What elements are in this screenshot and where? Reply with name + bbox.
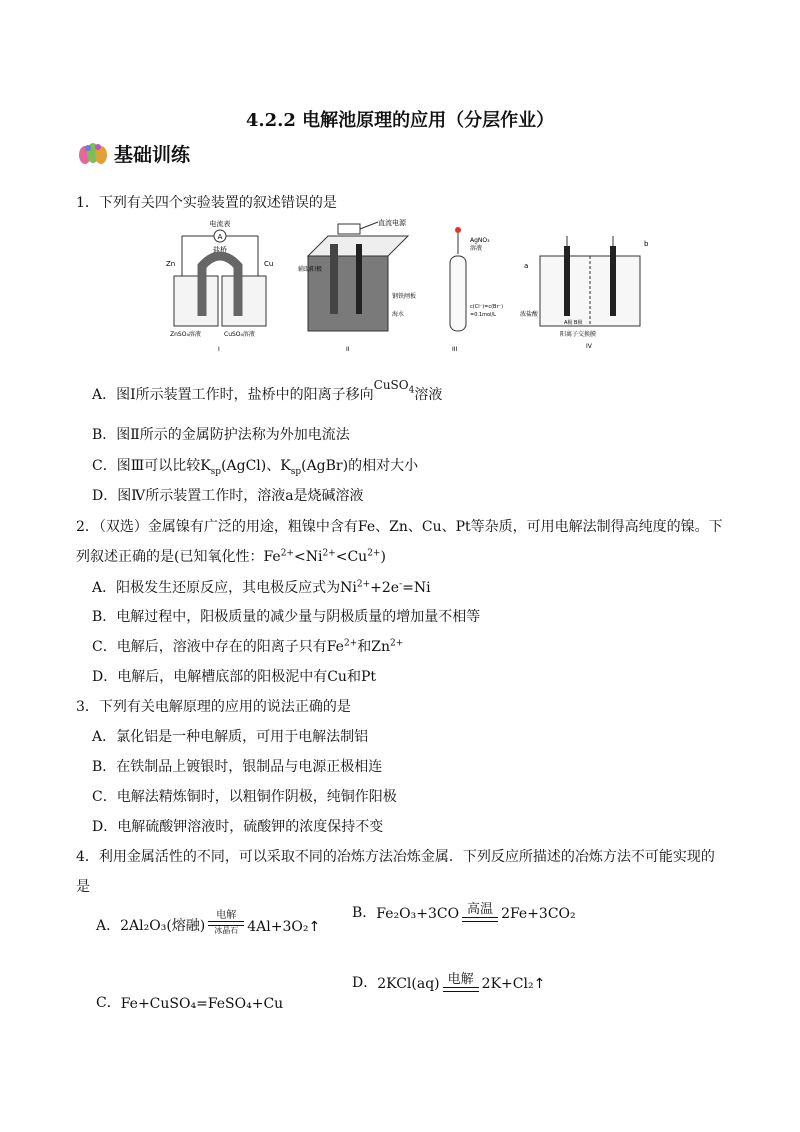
fig2-anode-label: 辅助阳极 xyxy=(298,266,323,273)
page-title: 4.2.2 电解池原理的应用（分层作业） xyxy=(245,110,555,131)
q2-stem-line-1: 2．（双选）金属镍有广泛的用途，粗镍中含有Fe、Zn、Cu、Pt等杂质，可用电解法制得高纯度的镍。下 xyxy=(76,519,723,535)
figure-1-galvanic-cell xyxy=(160,216,280,356)
q2-option-a: A．阳极发生还原反应，其电极反应式为$Ni^{2+}+2e^-=Ni$ xyxy=(92,579,431,596)
q4-d-reaction-condition: 电解 xyxy=(443,973,479,992)
q4-stem-line-2: 是 xyxy=(76,879,90,895)
figure-3-test-tube xyxy=(442,216,522,356)
fig1-ammeter-a: A xyxy=(217,233,223,241)
q1-figures xyxy=(160,216,660,356)
fig2-sea-label: 海水 xyxy=(392,311,405,318)
fig4-b-label: b xyxy=(644,240,649,248)
fig3-reagent-2: 溶液 xyxy=(470,245,483,252)
fig4-electrodes-label: A极 B极 xyxy=(564,320,583,326)
fig4-membrane-label: 阳离子交换膜 xyxy=(560,331,597,338)
q4-option-a: A． 2Al₂O₃(熔融) 电解 冰晶石 4Al+3O₂ ↑ xyxy=(96,910,321,935)
q1-option-c: C．图Ⅲ可以比较$K_{sp}(AgCl)$、$K_{sp}(AgBr)$的相对大小 xyxy=(92,458,419,477)
gas-up-arrow-icon: ↑ xyxy=(533,976,546,992)
q4-option-c: C． Fe+CuSO₄=FeSO₄+Cu xyxy=(96,995,284,1012)
fig1-number: I xyxy=(218,346,220,353)
q3-option-b: B．在铁制品上镀银时，银制品与电源正极相连 xyxy=(92,759,383,775)
figure-4-electrolysis-cell xyxy=(520,216,660,356)
section-header xyxy=(76,140,190,167)
q1-option-a: A．图Ⅰ所示装置工作时，盐桥中的阳离子移向CuSO$_4$溶液 xyxy=(92,378,443,403)
q2-option-b: B．电解过程中，阳极质量的减少量与阴极质量的增加量不相等 xyxy=(92,609,481,625)
q2-stem-line-2: 列叙述正确的是(已知氧化性：$Fe^{2+}<Ni^{2+}<Cu^{2+}$) xyxy=(76,548,386,565)
q4-option-d: D． 2KCl(aq) 电解 2K+Cl₂ ↑ xyxy=(352,972,546,992)
fig3-conc-2: =0.1mol/L xyxy=(470,312,496,318)
q3-option-c: C．电解法精炼铜时，以粗铜作阴极，纯铜作阳极 xyxy=(92,789,397,805)
fig1-right-solution: CuSO₄溶液 xyxy=(224,331,255,338)
fig4-number: IV xyxy=(586,343,592,350)
fig3-conc-1: c(Cl⁻)=c(Br⁻) xyxy=(470,304,504,310)
fig4-a-label: a xyxy=(524,262,529,270)
q4-b-reaction-condition: 高温 xyxy=(462,903,498,922)
fig1-cu-label: Cu xyxy=(264,260,274,268)
q3-option-a: A．氯化铝是一种电解质，可用于电解法制铝 xyxy=(92,729,369,745)
q2-option-c: C．电解后，溶液中存在的阳离子只有$Fe^{2+}$和$Zn^{2+}$ xyxy=(92,638,404,655)
figure-2-cathodic-protection xyxy=(298,216,428,356)
fig1-ammeter-label: 电流表 xyxy=(209,220,231,228)
q4-a-reaction-condition: 电解 冰晶石 xyxy=(208,910,244,935)
q1-stem: 1．下列有关四个实验装置的叙述错误的是 xyxy=(76,195,337,211)
fig2-steel-label: 钢铁闸板 xyxy=(392,293,417,300)
gas-up-arrow-icon: ↑ xyxy=(308,919,321,935)
fig1-bridge-label: 盐桥 xyxy=(213,246,227,254)
fig3-number: III xyxy=(452,346,458,353)
fig1-left-solution: ZnSO₄溶液 xyxy=(170,331,201,338)
section-title: 基础训练 xyxy=(114,144,191,166)
fig2-power-label: 直流电源 xyxy=(378,219,406,227)
q2-option-d: D．电解后，电解槽底部的阳极泥中有Cu和Pt xyxy=(92,669,376,685)
q3-option-d: D．电解硫酸钾溶液时，硫酸钾的浓度保持不变 xyxy=(92,819,384,835)
fig1-zn-label: Zn xyxy=(166,260,176,268)
fig2-number: II xyxy=(346,346,350,353)
q1-option-d: D．图Ⅳ所示装置工作时，溶液a是烧碱溶液 xyxy=(92,488,364,504)
fig3-reagent: AgNO₃ xyxy=(470,237,490,244)
section-logo-icon xyxy=(76,141,110,167)
fig4-brine-label: 浓盐酸 xyxy=(520,311,539,318)
q4-stem-line-1: 4．利用金属活性的不同，可以采取不同的冶炼方法冶炼金属．下列反应所描述的冶炼方法不可能实现的 xyxy=(76,849,715,865)
q4-option-b: B． Fe₂O₃+3CO 高温 2Fe+3CO₂ xyxy=(352,902,576,922)
q3-stem: 3．下列有关电解原理的应用的说法正确的是 xyxy=(76,699,351,715)
q1-option-b: B．图Ⅱ所示的金属防护法称为外加电流法 xyxy=(92,427,350,443)
